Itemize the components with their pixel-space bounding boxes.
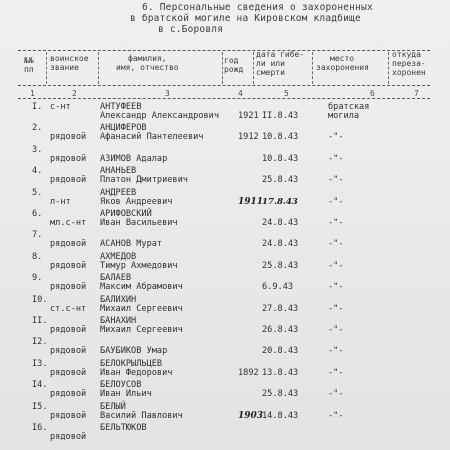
row-death-date: 14.8.43 <box>262 410 299 421</box>
row-death-date: 26.8.43 <box>262 325 299 335</box>
row-birth-year: 1903 <box>238 410 264 421</box>
row-burial-place: -"- <box>328 389 344 400</box>
row-surname: БЕЛЫЙ <box>100 401 126 412</box>
row-rank: рядовой <box>50 132 87 143</box>
table-row <box>0 102 450 122</box>
table-row <box>0 273 450 293</box>
row-number: I2. <box>32 337 48 348</box>
row-rank: рядовой <box>50 325 87 335</box>
row-number: I0. <box>32 294 48 305</box>
row-given-name: Тимур Ахмедович <box>100 260 178 271</box>
row-given-name: Михаил Сергеевич <box>100 303 183 314</box>
row-number: I3. <box>32 358 48 369</box>
row-birth-year: 1911 <box>238 196 264 207</box>
row-surname: АНЦИФЕРОВ <box>100 123 147 134</box>
row-number: I. <box>32 102 43 112</box>
row-burial-place: -"- <box>328 218 344 228</box>
table-row <box>0 145 450 165</box>
column-divider <box>46 52 47 84</box>
row-given-name: Платон Дмитриевич <box>100 175 188 186</box>
row-burial-place: -"- <box>328 367 344 378</box>
row-number: 4. <box>32 166 43 177</box>
row-birth-year: 1912 <box>238 132 259 143</box>
title-line-3: в с.Боровля <box>158 24 224 35</box>
header-reburied-from: откуда переза- хоронен <box>392 50 426 77</box>
row-given-name: Яков Андреевич <box>100 196 173 207</box>
row-death-date: 6.9.43 <box>262 282 294 293</box>
table-row <box>0 295 450 315</box>
header-top-rule <box>18 50 430 51</box>
row-rank: рядовой <box>50 410 87 421</box>
row-given-name: Максим Абрамович <box>100 282 183 293</box>
row-given-name: Иван Ильич <box>100 389 152 400</box>
row-rank: ст.с-нт <box>50 303 87 314</box>
header-bottom-rule <box>18 85 430 86</box>
row-given-name: Михаил Сергеевич <box>100 325 183 335</box>
table-row <box>0 230 450 250</box>
header-birth-year: год рожд <box>224 56 244 74</box>
row-number: 2. <box>32 123 43 134</box>
row-burial-place: -"- <box>328 325 344 335</box>
row-given-name: Иван Васильевич <box>100 218 178 228</box>
column-divider <box>222 52 223 84</box>
column-divider <box>312 52 313 84</box>
row-death-date: 25.8.43 <box>262 175 299 186</box>
column-divider <box>98 52 99 84</box>
row-given-name: Александр Александрович <box>100 111 219 121</box>
row-number: 3. <box>32 144 43 155</box>
row-rank: л-нт <box>50 196 71 207</box>
row-number: 7. <box>32 230 43 241</box>
row-given-name: БАУБИКОВ Умар <box>100 346 168 357</box>
row-surname: АРИФОВСКИЙ <box>100 209 152 219</box>
row-rank: рядовой <box>50 389 87 400</box>
table-row <box>0 359 450 379</box>
row-rank: рядовой <box>50 432 87 442</box>
row-given-name: Афанасий Пантелеевич <box>100 132 204 143</box>
row-given-name: Василий Павлович <box>100 410 183 421</box>
row-death-date: 20.8.43 <box>262 346 299 357</box>
row-given-name: АСАНОВ Мурат <box>100 239 163 250</box>
row-surname: АНТУФЕЕВ <box>100 102 142 112</box>
table-row <box>0 402 450 422</box>
row-death-date: 24.8.43 <box>262 239 299 250</box>
row-burial-place: -"- <box>328 260 344 271</box>
table-row <box>0 380 450 400</box>
row-burial-place: -"- <box>328 410 344 421</box>
row-death-date: 24.8.43 <box>262 218 299 228</box>
column-divider <box>253 52 254 84</box>
row-death-date: II.8.43 <box>262 111 299 121</box>
row-surname: БЕЛОУСОВ <box>100 380 142 391</box>
row-burial-place: -"- <box>328 282 344 293</box>
row-number: 6. <box>32 209 43 219</box>
row-rank: рядовой <box>50 153 87 164</box>
row-number: II. <box>32 316 48 326</box>
column-number: 4 <box>238 89 243 98</box>
row-surname: АНАНЬЕВ <box>100 166 137 177</box>
row-number: I6. <box>32 423 48 433</box>
title-line-2: в братской могиле на Кировском кладбище <box>130 13 361 24</box>
row-rank: рядовой <box>50 367 87 378</box>
column-number: 3 <box>165 89 170 98</box>
table-row <box>0 252 450 272</box>
row-rank: мл.с-нт <box>50 218 87 228</box>
header-death-date: дата гибе- ли или смерти <box>256 50 305 77</box>
row-given-name: Иван Федорович <box>100 367 173 378</box>
row-number: 5. <box>32 187 43 198</box>
row-rank: рядовой <box>50 239 87 250</box>
row-birth-year: 1892 <box>238 367 259 378</box>
row-death-date: 10.8.43 <box>262 153 299 164</box>
column-number: 1 <box>30 89 35 98</box>
row-surname: БЕЛЬТЮКОВ <box>100 423 147 433</box>
row-surname: БАНАХИН <box>100 316 137 326</box>
row-surname: АХМЕДОВ <box>100 251 137 262</box>
header-number: №№ пп <box>24 56 34 74</box>
column-number: 7 <box>414 89 419 98</box>
row-death-date: 25.8.43 <box>262 260 299 271</box>
row-surname: БЕЛОКРЫЛЬЦЕВ <box>100 358 163 369</box>
row-burial-place: -"- <box>328 196 344 207</box>
row-death-date: 10.8.43 <box>262 132 299 143</box>
row-death-date: 17.8.43 <box>262 196 298 207</box>
numbers-rule <box>18 98 430 99</box>
column-number: 6 <box>370 89 375 98</box>
row-rank: рядовой <box>50 346 87 357</box>
row-number: 8. <box>32 251 43 262</box>
table-row <box>0 123 450 143</box>
row-death-date: 13.8.43 <box>262 367 299 378</box>
row-death-date: 25.8.43 <box>262 389 299 400</box>
row-rank: рядовой <box>50 175 87 186</box>
row-burial-place: -"- <box>328 239 344 250</box>
row-death-date: 27.8.43 <box>262 303 299 314</box>
table-row <box>0 423 450 443</box>
row-number: I4. <box>32 380 48 391</box>
table-row <box>0 316 450 336</box>
header-burial-place: место захоронения <box>316 54 369 72</box>
table-row <box>0 188 450 208</box>
row-number: 9. <box>32 273 43 284</box>
column-divider <box>388 52 389 84</box>
row-surname: БАЛАЕВ <box>100 273 132 284</box>
table-row <box>0 337 450 357</box>
column-number: 5 <box>284 89 289 98</box>
row-rank: с-нт <box>50 102 71 112</box>
row-burial-place: братская <box>328 102 370 112</box>
table-row <box>0 166 450 186</box>
title-line-1: 6. Персональные сведения о захороненных <box>142 2 373 13</box>
table-row <box>0 209 450 229</box>
row-birth-year: 1921 <box>238 111 259 121</box>
header-rank: воинское звание <box>50 54 89 72</box>
row-given-name: АЗИМОВ Адалар <box>100 153 168 164</box>
document-title <box>130 2 380 35</box>
row-surname: БАЛИХИН <box>100 294 137 305</box>
row-burial-place: -"- <box>328 175 344 186</box>
row-burial-place-2: могила <box>328 111 360 121</box>
row-burial-place: -"- <box>328 132 344 143</box>
header-full-name: фамилия, имя, отчество <box>116 54 179 72</box>
row-burial-place: -"- <box>328 346 344 357</box>
column-number: 2 <box>72 89 77 98</box>
row-rank: рядовой <box>50 282 87 293</box>
row-rank: рядовой <box>50 260 87 271</box>
row-surname: АНДРЕЕВ <box>100 187 137 198</box>
row-burial-place: -"- <box>328 153 344 164</box>
row-burial-place: -"- <box>328 303 344 314</box>
row-number: I5. <box>32 401 48 412</box>
